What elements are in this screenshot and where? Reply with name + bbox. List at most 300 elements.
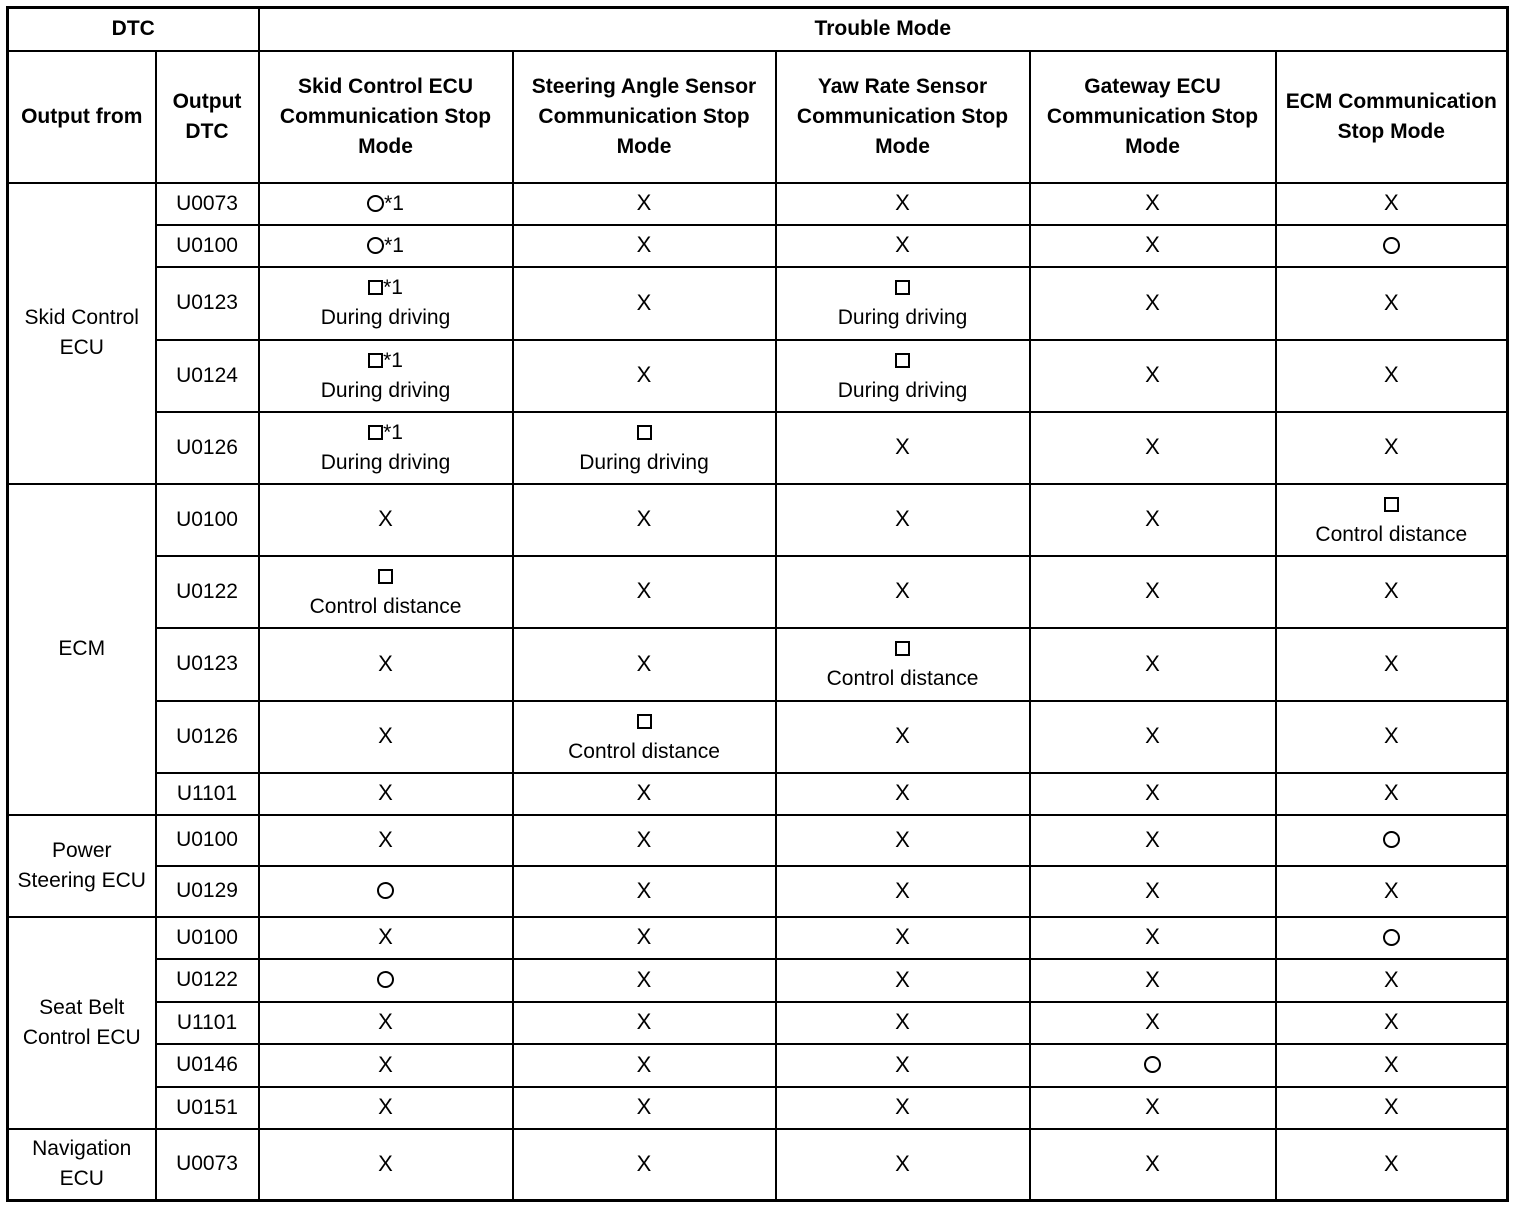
x-mark-text: X: [1145, 289, 1160, 315]
mode-cell: [1276, 917, 1508, 959]
mode-cell: [1276, 773, 1508, 815]
x-mark-icon: [895, 778, 910, 809]
header-row-columns: [8, 51, 1508, 183]
x-mark-text: X: [378, 924, 393, 949]
output-dtc-cell: U0151: [156, 1087, 259, 1129]
mode-cell: [513, 484, 776, 556]
mode-cell: [513, 628, 776, 701]
mode-cell: [1030, 959, 1276, 1002]
table-row: [8, 556, 1508, 628]
x-mark-text: X: [895, 1009, 910, 1034]
output-dtc-cell: U0126: [156, 412, 259, 484]
x-mark-text: X: [1145, 232, 1160, 257]
mode-cell: [513, 866, 776, 917]
table-row: [8, 628, 1508, 701]
x-mark-text: X: [895, 506, 910, 531]
footnote-suffix: *1: [384, 191, 404, 215]
x-mark-icon: [1384, 1149, 1399, 1180]
x-mark-icon: [378, 1149, 393, 1180]
x-mark-text: X: [636, 966, 652, 992]
x-mark-icon: [1384, 360, 1399, 391]
x-mark-text: X: [1383, 966, 1399, 992]
output-dtc-cell: U1101: [156, 773, 259, 815]
x-mark-text: X: [636, 1009, 652, 1034]
square-mark-icon: [368, 418, 403, 448]
x-mark-icon: [637, 1007, 652, 1038]
square-mark-icon: [637, 707, 652, 737]
mode-cell: [776, 917, 1030, 959]
table-row: [8, 773, 1508, 815]
x-mark-text: X: [636, 506, 652, 531]
mode-cell: [513, 815, 776, 866]
x-mark-text: X: [1383, 1150, 1399, 1176]
condition-note: During driving: [320, 306, 451, 329]
mode-cell: [259, 340, 513, 412]
output-dtc-cell: U0073: [156, 183, 259, 225]
mode-cell: [1276, 701, 1508, 773]
output-dtc-cell: U0122: [156, 959, 259, 1002]
mode-cell: [513, 225, 776, 267]
condition-note: Control distance: [568, 739, 720, 763]
square-mark-icon: [1384, 490, 1399, 520]
x-mark-icon: [1145, 922, 1160, 953]
square-shape: [895, 353, 910, 368]
x-mark-text: X: [895, 1150, 910, 1176]
dtc-header: DTC: [8, 8, 259, 51]
x-mark-icon: [378, 721, 393, 752]
x-mark-text: X: [636, 1150, 652, 1176]
x-mark-text: X: [1383, 650, 1399, 676]
square-shape: [368, 280, 383, 295]
x-mark-icon: [637, 1092, 652, 1123]
output-dtc-header: Output DTC: [156, 51, 259, 183]
x-mark-text: X: [1383, 780, 1399, 805]
mode-cell: [1030, 701, 1276, 773]
x-mark-icon: [895, 576, 910, 607]
table-row: [8, 1129, 1508, 1201]
x-mark-icon: [1145, 1149, 1160, 1180]
mode-cell: [1276, 183, 1508, 225]
x-mark-text: X: [1145, 826, 1160, 852]
mode-cell: [513, 340, 776, 412]
output-dtc-cell: U0123: [156, 267, 259, 340]
table-row: [8, 917, 1508, 959]
mode-cell: [513, 1129, 776, 1201]
output-dtc-cell: U0124: [156, 340, 259, 412]
mode-cell: [259, 773, 513, 815]
mode-header-skid-control: Skid Control ECU Communication Stop Mode: [259, 51, 513, 183]
x-mark-text: X: [636, 826, 652, 852]
header-row-top: [8, 8, 1508, 51]
square-mark-icon: [895, 273, 910, 303]
x-mark-text: X: [895, 826, 910, 852]
mode-cell: [1276, 1129, 1508, 1201]
mode-cell: [259, 1129, 513, 1201]
table-row: [8, 340, 1508, 412]
mode-cell: [1030, 556, 1276, 628]
x-mark-text: X: [636, 924, 652, 949]
circle-shape: [367, 237, 384, 254]
x-mark-text: X: [895, 1094, 910, 1119]
x-mark-icon: [637, 922, 652, 953]
x-mark-icon: [637, 965, 652, 996]
circle-mark-icon: [377, 876, 394, 906]
circle-mark-icon: [1383, 231, 1400, 261]
mode-cell: [513, 412, 776, 484]
mode-cell: [1030, 866, 1276, 917]
mode-cell: [776, 340, 1030, 412]
table-body: [8, 8, 1508, 1201]
x-mark-icon: [1145, 721, 1160, 752]
x-mark-icon: [895, 188, 910, 219]
mode-cell: [1276, 1044, 1508, 1087]
x-mark-text: X: [895, 924, 910, 949]
mode-cell: [776, 1087, 1030, 1129]
square-mark-icon: [895, 346, 910, 376]
x-mark-icon: [1384, 1050, 1399, 1081]
mode-cell: [1030, 773, 1276, 815]
square-shape: [637, 425, 652, 440]
x-mark-text: X: [1145, 780, 1160, 805]
mode-cell: [1030, 1002, 1276, 1044]
mode-cell: [259, 267, 513, 340]
square-shape: [368, 425, 383, 440]
output-dtc-cell: U0100: [156, 484, 259, 556]
circle-mark-icon: [1144, 1050, 1161, 1080]
mode-cell: [776, 412, 1030, 484]
mode-cell: [776, 225, 1030, 267]
mode-cell: [259, 866, 513, 917]
x-mark-icon: [637, 1050, 652, 1081]
x-mark-text: X: [1145, 1009, 1160, 1034]
x-mark-text: X: [378, 506, 393, 531]
mode-cell: [259, 959, 513, 1002]
mode-cell: [1030, 412, 1276, 484]
x-mark-icon: [1145, 230, 1160, 261]
mode-cell: [1030, 340, 1276, 412]
table-row: [8, 225, 1508, 267]
x-mark-text: X: [1383, 434, 1399, 459]
mode-cell: [513, 1002, 776, 1044]
x-mark-text: X: [636, 362, 652, 387]
x-mark-text: X: [895, 966, 910, 992]
x-mark-icon: [1145, 432, 1160, 463]
mode-cell: [1276, 1002, 1508, 1044]
x-mark-text: X: [636, 650, 652, 676]
mode-cell: [259, 701, 513, 773]
x-mark-icon: [378, 649, 393, 680]
output-dtc-cell: U0122: [156, 556, 259, 628]
x-mark-icon: [895, 1050, 910, 1081]
mode-cell: [776, 556, 1030, 628]
x-mark-icon: [378, 1007, 393, 1038]
circle-mark-icon: [367, 189, 404, 219]
circle-mark-icon: [1383, 825, 1400, 855]
mode-cell: [776, 1129, 1030, 1201]
square-mark-icon: [895, 634, 910, 664]
mode-cell: [513, 556, 776, 628]
condition-note: During driving: [579, 450, 709, 474]
output-dtc-cell: U0126: [156, 701, 259, 773]
mode-cell: [776, 815, 1030, 866]
x-mark-icon: [378, 825, 393, 856]
mode-cell: [513, 959, 776, 1002]
x-mark-text: X: [378, 1094, 393, 1119]
mode-header-ecm: ECM Communication Stop Mode: [1276, 51, 1508, 183]
circle-shape: [1144, 1056, 1161, 1073]
mode-cell: [776, 183, 1030, 225]
x-mark-text: X: [378, 650, 393, 676]
mode-cell: [1276, 866, 1508, 917]
mode-cell: [1030, 1044, 1276, 1087]
x-mark-icon: [637, 230, 652, 261]
x-mark-text: X: [895, 434, 910, 459]
circle-mark-icon: [367, 231, 404, 261]
footnote-suffix: *1: [383, 348, 403, 372]
table-row: [8, 1087, 1508, 1129]
x-mark-icon: [895, 825, 910, 856]
mode-cell: [776, 1002, 1030, 1044]
mode-cell: [513, 1044, 776, 1087]
mode-cell: [776, 959, 1030, 1002]
x-mark-icon: [1145, 288, 1160, 319]
x-mark-text: X: [895, 578, 910, 603]
x-mark-icon: [378, 922, 393, 953]
mode-cell: [1276, 267, 1508, 340]
x-mark-text: X: [636, 780, 652, 805]
x-mark-text: X: [1145, 506, 1160, 531]
x-mark-text: X: [1145, 362, 1160, 387]
x-mark-text: X: [1383, 723, 1399, 748]
mode-cell: [776, 701, 1030, 773]
mode-cell: [1276, 959, 1508, 1002]
mode-cell: [1030, 1087, 1276, 1129]
output-dtc-cell: U0129: [156, 866, 259, 917]
mode-cell: [1276, 628, 1508, 701]
square-shape: [1384, 497, 1399, 512]
mode-header-gateway: Gateway ECU Communication Stop Mode: [1030, 51, 1276, 183]
condition-note: During driving: [320, 450, 451, 474]
x-mark-text: X: [895, 1051, 910, 1077]
circle-shape: [377, 882, 394, 899]
x-mark-text: X: [636, 190, 652, 215]
x-mark-icon: [1384, 188, 1399, 219]
x-mark-icon: [1145, 876, 1160, 907]
mode-cell: [1030, 1129, 1276, 1201]
mode-cell: [1030, 484, 1276, 556]
x-mark-icon: [895, 504, 910, 535]
mode-cell: [1030, 628, 1276, 701]
x-mark-icon: [637, 188, 652, 219]
circle-shape: [1383, 929, 1400, 946]
x-mark-text: X: [1383, 877, 1399, 903]
x-mark-icon: [1145, 1007, 1160, 1038]
x-mark-text: X: [378, 780, 393, 805]
mode-cell: [259, 815, 513, 866]
x-mark-icon: [1145, 504, 1160, 535]
square-mark-icon: [378, 562, 393, 592]
table-row: [8, 484, 1508, 556]
mode-cell: [513, 773, 776, 815]
square-mark-icon: [368, 273, 403, 303]
x-mark-text: X: [378, 1150, 393, 1176]
x-mark-text: X: [895, 780, 910, 805]
output-dtc-cell: U0146: [156, 1044, 259, 1087]
x-mark-text: X: [1145, 578, 1160, 603]
x-mark-icon: [1145, 649, 1160, 680]
table-row: [8, 701, 1508, 773]
condition-note: During driving: [837, 378, 968, 402]
table-row: [8, 1044, 1508, 1087]
x-mark-text: X: [636, 232, 652, 257]
output-dtc-cell: U0100: [156, 225, 259, 267]
x-mark-text: X: [1145, 966, 1160, 992]
x-mark-icon: [637, 576, 652, 607]
x-mark-icon: [1145, 360, 1160, 391]
x-mark-icon: [1145, 188, 1160, 219]
mode-cell: [259, 556, 513, 628]
x-mark-icon: [895, 1092, 910, 1123]
x-mark-text: X: [636, 289, 652, 315]
table-row: [8, 866, 1508, 917]
x-mark-icon: [637, 360, 652, 391]
footnote-suffix: *1: [384, 233, 404, 257]
mode-cell: [776, 773, 1030, 815]
x-mark-text: X: [1145, 190, 1160, 215]
output-dtc-cell: U0100: [156, 917, 259, 959]
output-from-cell: Power Steering ECU: [8, 815, 156, 917]
x-mark-text: X: [895, 877, 910, 903]
square-mark-icon: [368, 346, 403, 376]
mode-cell: [513, 917, 776, 959]
circle-shape: [367, 195, 384, 212]
footnote-suffix: *1: [383, 276, 403, 299]
mode-cell: [1030, 225, 1276, 267]
x-mark-text: X: [1145, 723, 1160, 748]
table-row: [8, 959, 1508, 1002]
x-mark-text: X: [1145, 1094, 1160, 1119]
table-row: [8, 1002, 1508, 1044]
mode-cell: [259, 1087, 513, 1129]
mode-cell: [776, 866, 1030, 917]
x-mark-icon: [1384, 876, 1399, 907]
circle-mark-icon: [1383, 923, 1400, 953]
table-row: [8, 412, 1508, 484]
mode-cell: [1276, 815, 1508, 866]
table-row: [8, 267, 1508, 340]
x-mark-icon: [895, 721, 910, 752]
x-mark-text: X: [1383, 578, 1399, 603]
output-from-cell: Seat Belt Control ECU: [8, 917, 156, 1129]
x-mark-icon: [637, 649, 652, 680]
mode-cell: [259, 484, 513, 556]
mode-cell: [776, 628, 1030, 701]
condition-note: During driving: [320, 378, 451, 402]
mode-cell: [513, 183, 776, 225]
x-mark-icon: [1145, 1092, 1160, 1123]
mode-cell: [1030, 183, 1276, 225]
square-shape: [637, 714, 652, 729]
mode-cell: [1276, 412, 1508, 484]
mode-cell: [1276, 225, 1508, 267]
output-dtc-cell: U0123: [156, 628, 259, 701]
output-dtc-cell: U0073: [156, 1129, 259, 1201]
condition-note: Control distance: [309, 594, 462, 618]
mode-cell: [259, 1044, 513, 1087]
x-mark-icon: [637, 288, 652, 319]
circle-mark-icon: [377, 965, 394, 995]
x-mark-icon: [1145, 576, 1160, 607]
x-mark-icon: [637, 778, 652, 809]
x-mark-text: X: [895, 232, 910, 257]
x-mark-icon: [1384, 721, 1399, 752]
mode-cell: [259, 412, 513, 484]
x-mark-icon: [1384, 1007, 1399, 1038]
x-mark-icon: [895, 922, 910, 953]
dtc-trouble-mode-table: [6, 6, 1509, 1202]
x-mark-text: X: [1145, 650, 1160, 676]
mode-cell: [1276, 340, 1508, 412]
circle-shape: [377, 971, 394, 988]
x-mark-icon: [1384, 432, 1399, 463]
mode-cell: [259, 225, 513, 267]
x-mark-text: X: [895, 723, 910, 748]
x-mark-text: X: [1383, 362, 1399, 387]
output-dtc-cell: U0100: [156, 815, 259, 866]
mode-cell: [259, 628, 513, 701]
x-mark-text: X: [895, 190, 910, 215]
x-mark-icon: [895, 230, 910, 261]
output-from-cell: Navigation ECU: [8, 1129, 156, 1201]
mode-cell: [1030, 917, 1276, 959]
mode-cell: [513, 1087, 776, 1129]
x-mark-icon: [378, 504, 393, 535]
mode-cell: [1276, 1087, 1508, 1129]
x-mark-text: X: [1145, 877, 1160, 903]
mode-cell: [259, 917, 513, 959]
x-mark-text: X: [636, 877, 652, 903]
mode-cell: [259, 183, 513, 225]
x-mark-icon: [1145, 965, 1160, 996]
footnote-suffix: *1: [383, 420, 403, 444]
x-mark-icon: [1384, 1092, 1399, 1123]
square-mark-icon: [637, 418, 652, 448]
x-mark-icon: [895, 965, 910, 996]
circle-shape: [1383, 831, 1400, 848]
x-mark-icon: [1384, 778, 1399, 809]
x-mark-icon: [1384, 649, 1399, 680]
mode-cell: [1030, 815, 1276, 866]
x-mark-text: X: [378, 1009, 393, 1034]
output-dtc-cell: U1101: [156, 1002, 259, 1044]
x-mark-text: X: [1383, 1009, 1399, 1034]
output-from-header: Output from: [8, 51, 156, 183]
x-mark-icon: [1145, 825, 1160, 856]
output-from-cell: Skid Control ECU: [8, 183, 156, 484]
x-mark-text: X: [1145, 434, 1160, 459]
x-mark-text: X: [1383, 1051, 1399, 1077]
table-row: [8, 815, 1508, 866]
condition-note: During driving: [837, 306, 968, 329]
x-mark-icon: [895, 432, 910, 463]
x-mark-text: X: [1383, 190, 1399, 215]
x-mark-text: X: [1383, 289, 1399, 315]
trouble-mode-header: Trouble Mode: [259, 8, 1508, 51]
square-shape: [368, 353, 383, 368]
mode-cell: [776, 267, 1030, 340]
x-mark-icon: [637, 876, 652, 907]
mode-cell: [513, 267, 776, 340]
